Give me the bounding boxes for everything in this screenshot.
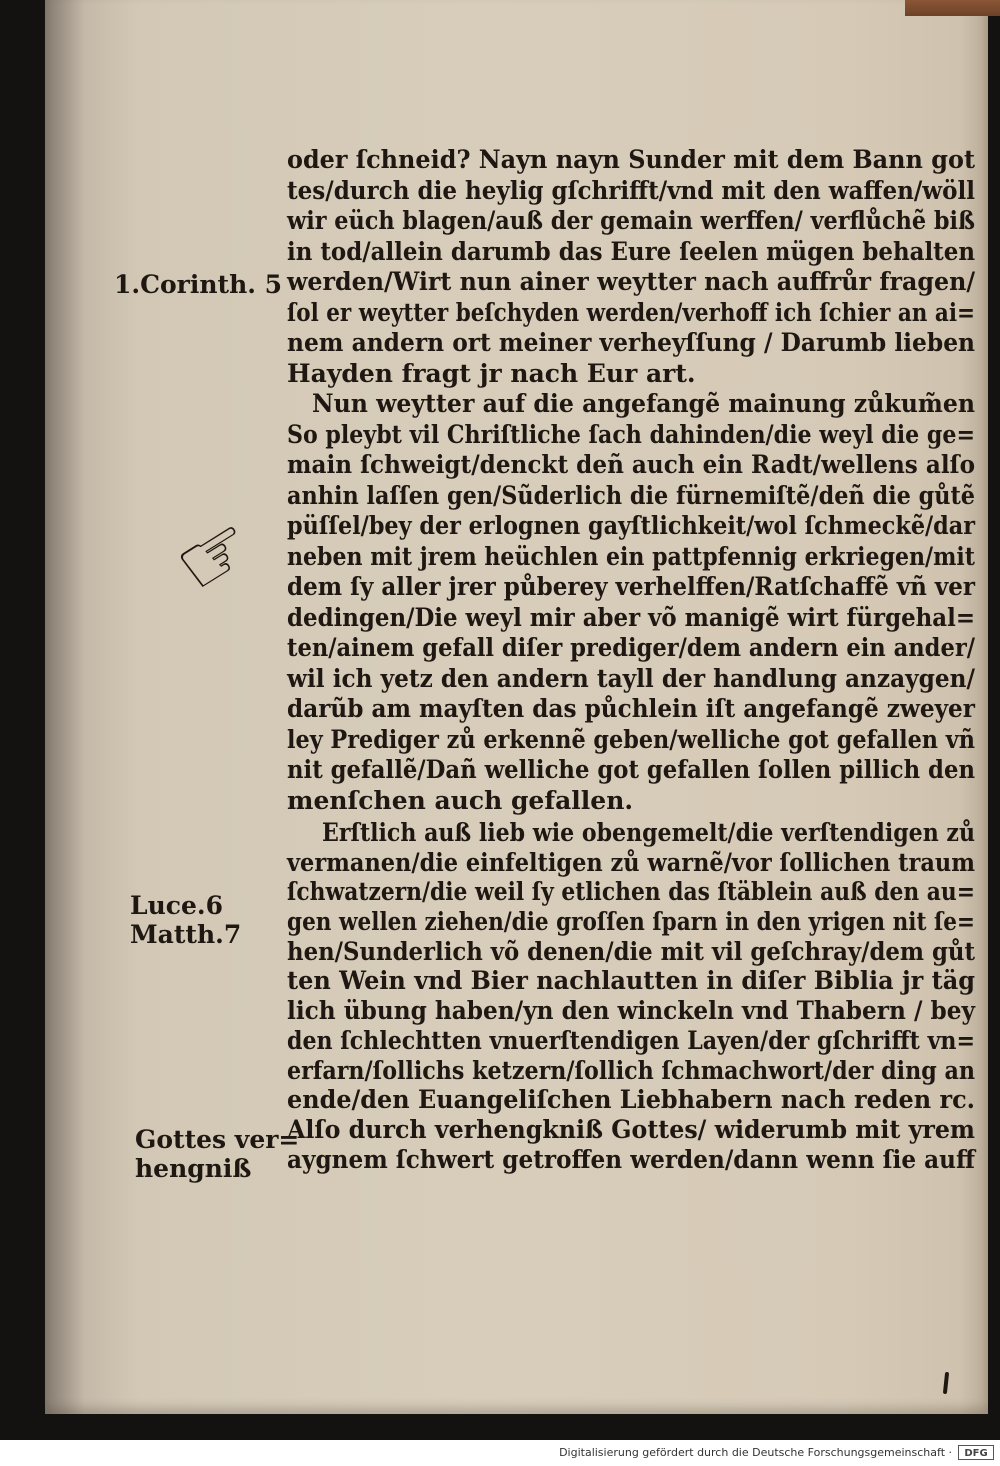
adjacent-cover-edge	[905, 0, 1000, 16]
text-line	[287, 848, 975, 878]
text-line-content: Hayden fragt jr nach Eur art.	[287, 358, 696, 388]
text-line-content: darũb am mayſten das půchlein iſt angefangẽ zweyer	[287, 694, 975, 723]
manicule-icon: ☞	[156, 493, 273, 617]
text-line-content: wil ich yetz den andern tayll der handlung anzaygen/	[287, 663, 975, 693]
paragraph-1	[287, 145, 975, 389]
page-gutter-shadow	[45, 0, 85, 1414]
text-line-content: tes/durch die heylig gſchrifft/vnd mit den waffen/wöll	[287, 175, 975, 205]
paragraph-2	[287, 389, 975, 816]
text-line	[287, 603, 975, 634]
margin-note-corinthians	[114, 270, 282, 299]
text-line-content: hen/Sunderlich võ denen/die mit vil geſchray/dem gůt	[287, 936, 975, 966]
text-line	[287, 359, 975, 390]
text-line	[287, 481, 975, 512]
text-line-content: erfarn/ſollichs ketzern/ſollich ſchmachwort/der ding an	[287, 1055, 975, 1085]
text-line	[287, 1145, 975, 1175]
text-line-content: werden/Wirt nun ainer weytter nach auffrůr fragen/	[287, 267, 975, 296]
text-line-content: ley Prediger zů erkennẽ geben/welliche got gefallen vñ	[287, 724, 975, 754]
text-line-content: ten/ainem gefall diſer prediger/dem andern ein ander/	[287, 633, 975, 662]
funding-credit: Digitalisierung gefördert durch die Deutsche Forschungsgemeinschaft ·	[559, 1446, 952, 1459]
text-line-content: nit gefallẽ/Dañ welliche got gefallen ſollen pillich den	[287, 755, 975, 784]
text-line	[287, 511, 975, 542]
text-line	[287, 420, 975, 451]
text-line-content: nem andern ort meiner verheyſſung / Darumb lieben	[287, 328, 975, 357]
text-line-content: lich übung haben/yn den winckeln vnd Thabern / bey	[287, 996, 975, 1026]
margin-note-line: hengniß	[135, 1154, 252, 1183]
paragraph-3	[287, 818, 975, 1174]
text-line	[287, 966, 975, 996]
text-line	[287, 237, 975, 268]
text-line	[287, 542, 975, 573]
text-line-content: neben mit jrem heüchlen ein pattpfennig erkriegen/mit	[287, 541, 975, 571]
margin-note-luke-matthew	[130, 891, 241, 949]
margin-note-line: 1.Corinth. 5	[114, 270, 283, 299]
text-line	[287, 664, 975, 695]
text-line	[287, 267, 975, 298]
text-line-content: So pleybt vil Chriſtliche ſach dahinden/die weyl die ge=	[287, 419, 975, 449]
text-line-content: Alſo durch verhengkniß Gottes/ widerumb mit yrem	[287, 1114, 975, 1144]
text-line	[287, 937, 975, 967]
text-line-content: wir eüch blagen/auß der gemain werffen/ verflůchẽ biß	[287, 206, 975, 235]
text-line	[287, 907, 975, 937]
text-line-content: den ſchlechtten vnuerſtendigen Layen/der gſchrifft vn=	[287, 1025, 975, 1055]
text-line-content: ſchwatzern/die weil ſy etlichen das ſtäblein auß den au=	[287, 877, 975, 907]
text-line	[287, 328, 975, 359]
text-line-content: anhin laſſen gen/Sũderlich die fürnemiſtẽ/deñ die gůtẽ	[287, 480, 975, 510]
text-line	[287, 818, 975, 848]
footer-bar	[0, 1440, 1000, 1466]
text-line	[287, 996, 975, 1026]
text-line	[287, 1026, 975, 1056]
text-line-content: Nun weytter auf die angefangẽ mainung zůkum̃en	[312, 389, 975, 418]
text-line	[287, 725, 975, 756]
margin-note-line: Gottes ver=	[135, 1125, 300, 1154]
text-line-content: oder ſchneid? Nayn nayn Sunder mit dem Bann got	[287, 145, 975, 174]
text-line-content: dedingen/Die weyl mir aber võ manigẽ wirt fürgehal=	[287, 602, 975, 632]
text-line-content: dem ſy aller jrer půberey verhelffen/Ratſchaffẽ vñ ver	[287, 572, 975, 601]
margin-note-gottes	[135, 1125, 299, 1183]
text-line	[287, 1115, 975, 1145]
main-text-block	[287, 145, 975, 816]
text-line-content: in tod/allein darumb das Eure ſeelen mügen behalten	[287, 236, 975, 266]
text-line	[287, 694, 975, 725]
text-line	[287, 176, 975, 207]
text-line	[287, 1085, 975, 1115]
main-text-block-lower	[287, 818, 975, 1174]
text-line	[287, 1056, 975, 1086]
text-line-content: Erſtlich auß lieb wie obengemelt/die verſtendigen zů	[322, 818, 975, 847]
text-line-content: menſchen auch gefallen.	[287, 785, 634, 815]
text-line-content: ende/den Euangeliſchen Liebhabern nach reden rc.	[287, 1085, 975, 1115]
text-line	[287, 450, 975, 481]
text-line-content: ten Wein vnd Bier nachlautten in diſer Biblia jr täg	[287, 966, 975, 996]
text-line	[287, 633, 975, 664]
text-line-content: main ſchweigt/denckt deñ auch ein Radt/wellens alſo	[287, 450, 975, 479]
text-line-content: püſſel/bey der erlognen gayſtlichkeit/wol ſchmeckẽ/dar	[287, 511, 975, 540]
text-line	[287, 877, 975, 907]
text-line	[287, 786, 975, 817]
text-line-content: ſol er weytter beſchyden werden/verhoff ich ſchier an ai=	[287, 297, 975, 327]
text-line-content: gen wellen ziehen/die groſſen ſparn in den yrigen nit ſe=	[287, 907, 975, 937]
text-line	[287, 755, 975, 786]
text-line	[287, 572, 975, 603]
dfg-logo: DFG	[958, 1445, 994, 1460]
text-line	[287, 206, 975, 237]
text-line	[287, 389, 975, 420]
margin-note-line: Luce.6	[130, 891, 223, 920]
text-line-content: vermanen/die einfeltigen zů warnẽ/vor ſollichen traum	[287, 847, 975, 877]
text-line	[287, 298, 975, 329]
text-line-content: aygnem ſchwert getroffen werden/dann wenn ſie auff	[287, 1144, 975, 1174]
margin-note-line: Matth.7	[130, 920, 242, 949]
text-line	[287, 145, 975, 176]
